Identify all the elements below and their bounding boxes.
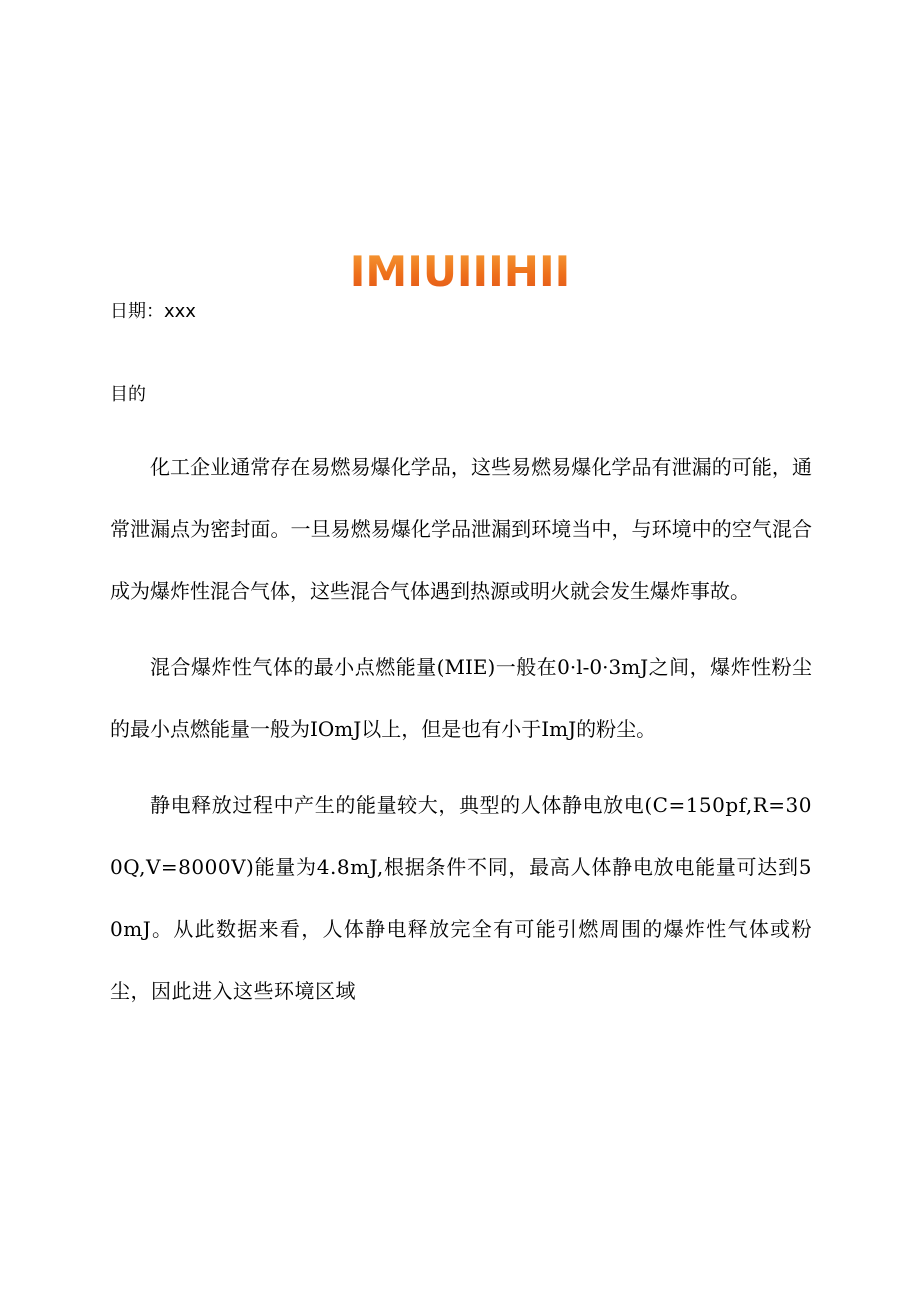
paragraph-1: 化工企业通常存在易燃易爆化学品，这些易燃易爆化学品有泄漏的可能，通常泄漏点为密封面。一旦易燃易爆化学品泄漏到环境当中，与环境中的空气混合成为爆炸性混合气体，这些混合气体遇到热源或明火就会发生爆炸事故。 xyxy=(110,455,812,603)
paragraph-3: 静电释放过程中产生的能量较大，典型的人体静电放电(C=150pf,R=300Q,V=8000V)能量为4.8mJ,根据条件不同，最高人体静电放电能量可达到50mJ。从此数据来看，人体静电释放完全有可能引燃周围的爆炸性气体或粉尘，因此进入这些环境区域 xyxy=(110,793,812,1003)
company-logo: IMIUIIIHII xyxy=(0,246,920,298)
date-line: 日期：xxx xyxy=(110,301,196,322)
section-heading: 目的 xyxy=(110,384,146,405)
body-text xyxy=(110,436,812,1036)
paragraph-2: 混合爆炸性气体的最小点燃能量(MIE)一般在0·l-0·3mJ之间，爆炸性粉尘的最小点燃能量一般为IOmJ以上，但是也有小于ImJ的粉尘。 xyxy=(110,655,812,741)
